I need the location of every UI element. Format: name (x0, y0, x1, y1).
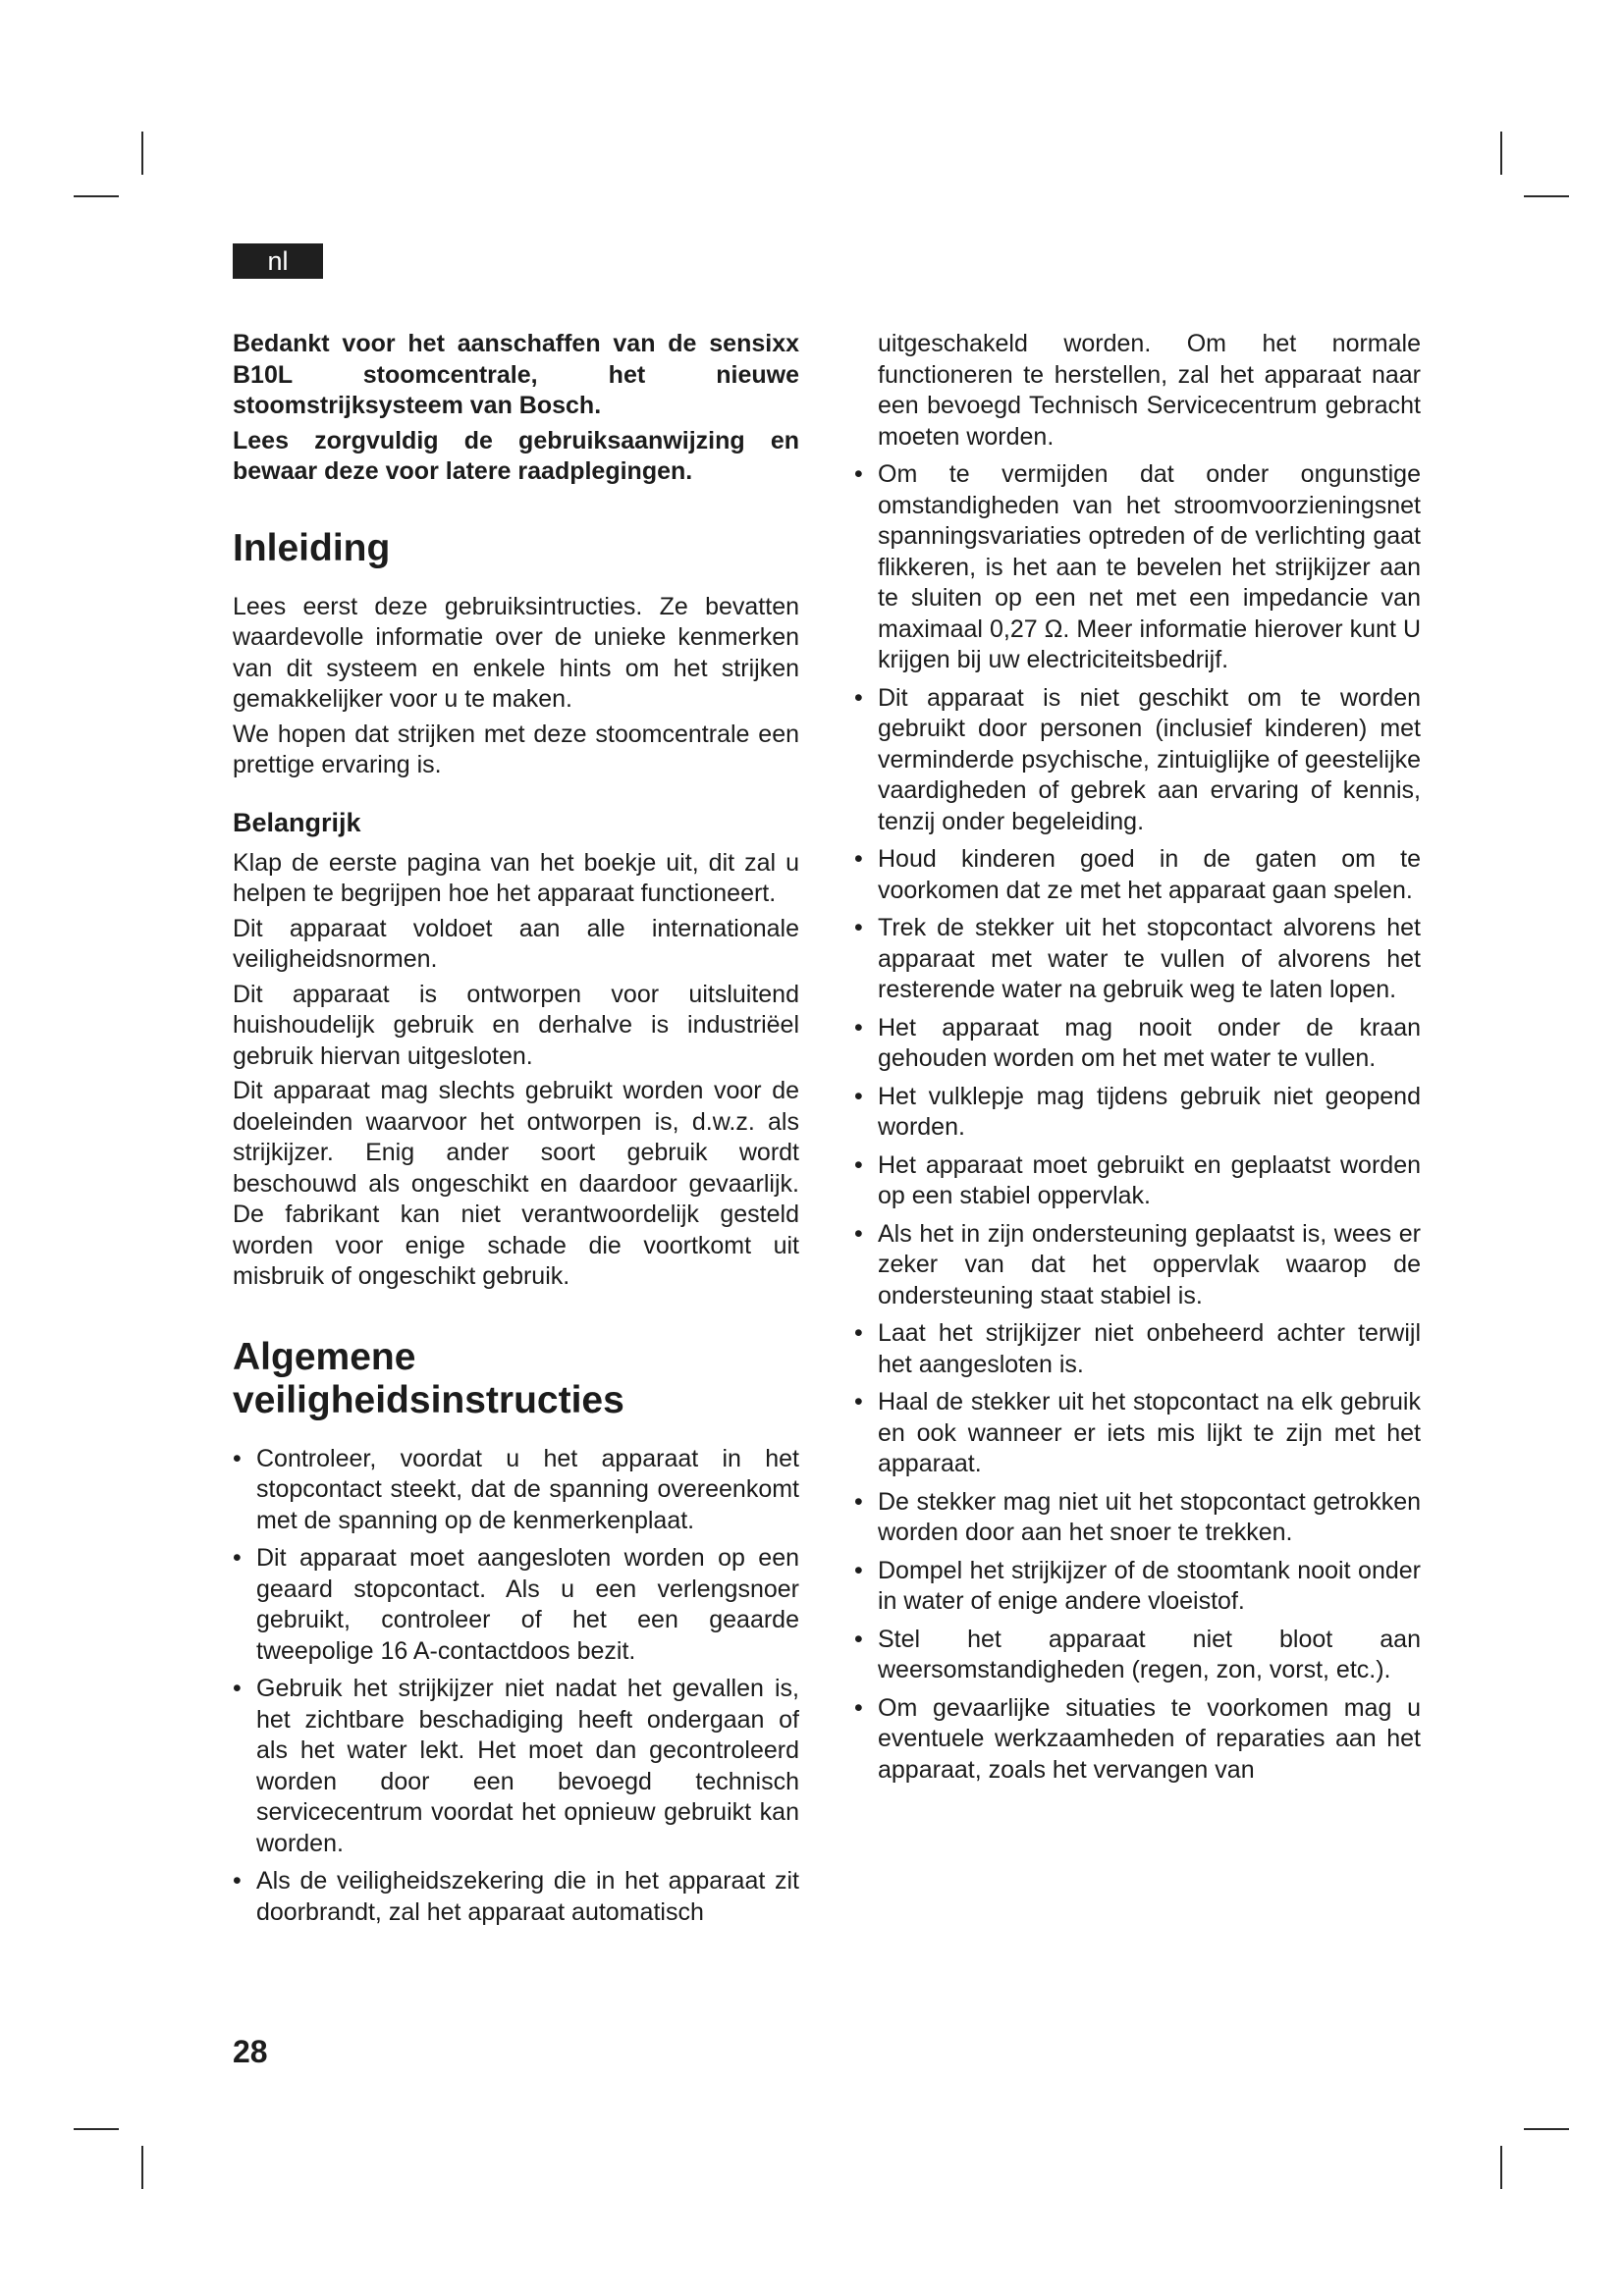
safety-list-left (233, 1444, 799, 1929)
safety-item: • Dompel het strijkijzer of de stoomtank nooit onder in water of enige andere vloeistof. (854, 1556, 1421, 1618)
safety-item: • Dit apparaat is niet geschikt om te worden gebruikt door personen (inclusief kinderen) met verminderde psychische, zintuiglijke of geestelijke vaardigheden of gebrek aan ervaring of kennis, tenzij onder begeleiding. (854, 683, 1421, 838)
section-title-inleiding: Inleiding (233, 526, 391, 569)
left-column (233, 329, 799, 1935)
safety-item: • Controleer, voordat u het apparaat in het stopcontact steekt, dat de spanning overeenkomt met de spanning op de kenmerkenplaat. (233, 1444, 799, 1537)
section-title-line: veiligheidsinstructies (233, 1378, 624, 1421)
safety-item: • Laat het strijkijzer niet onbeheerd achter terwijl het aangesloten is. (854, 1318, 1421, 1380)
safety-item: • Het vulklepje mag tijdens gebruik niet geopend worden. (854, 1082, 1421, 1144)
language-tab: nl (233, 243, 323, 279)
belangrijk-paragraph: Dit apparaat mag slechts gebruikt worden voor de doeleinden waarvoor het ontworpen is, d.w.z. als strijkijzer. Enig ander soort gebruik wordt beschouwd als ongeschikt en daardoor gevaarlijk. De fabrikant kan niet verantwoordelijk gesteld worden voor enige schade die voortkomt uit misbruik of ongeschikt gebruik. (233, 1077, 799, 1290)
safety-item: • Om gevaarlijke situaties te voorkomen mag u eventuele werkzaamheden of reparaties aan het apparaat, zoals het vervangen van (854, 1693, 1421, 1787)
right-column (854, 329, 1421, 1792)
section-title-line: Algemene (233, 1335, 416, 1378)
intro-thanks: Bedankt voor het aanschaffen van de sensixx B10L stoomcentrale, het nieuwe stoomstrijksysteem van Bosch. (233, 330, 799, 419)
belangrijk-paragraph: Klap de eerste pagina van het boekje uit, dit zal u helpen te begrijpen hoe het apparaat functioneert. (233, 848, 799, 907)
safety-item: • Houd kinderen goed in de gaten om te voorkomen dat ze met het apparaat gaan spelen. (854, 844, 1421, 906)
safety-item: • Om te vermijden dat onder ongunstige omstandigheden van het stroomvoorzieningsnet spanningsvariaties optreden of de verlichting gaat flikkeren, is het aan te bevelen het strijkijzer aan te sluiten op een net met een impedancie van maximaal 0,27 Ω. Meer informatie hierover kunt U krijgen bij uw electriciteitsbedrijf. (854, 459, 1421, 676)
intro-read-carefully: Lees zorgvuldig de gebruiksaanwijzing en bewaar deze voor latere raadplegingen. (233, 426, 799, 485)
crop-mark-bottom-left-vertical (141, 2146, 143, 2189)
section-title-veiligheid (233, 1336, 799, 1422)
safety-list-right (854, 459, 1421, 1786)
safety-item: • Als het in zijn ondersteuning geplaatst is, wees er zeker van dat het oppervlak waarop de ondersteuning staat stabiel is. (854, 1219, 1421, 1312)
crop-mark-bottom-left-horizontal (74, 2128, 119, 2130)
inleiding-paragraph: Lees eerst deze gebruiksintructies. Ze bevatten waardevolle informatie over de unieke kenmerken van dit systeem en enkele hints om het strijken gemakkelijker voor u te maken. (233, 592, 799, 713)
inleiding-paragraph: We hopen dat strijken met deze stoomcentrale een prettige ervaring is. (233, 720, 799, 778)
safety-item: • Het apparaat mag nooit onder de kraan gehouden worden om het met water te vullen. (854, 1013, 1421, 1075)
belangrijk-paragraph: Dit apparaat voldoet aan alle internationale veiligheidsnormen. (233, 914, 799, 973)
crop-mark-top-left-horizontal (74, 195, 119, 197)
crop-mark-bottom-right-horizontal (1524, 2128, 1569, 2130)
safety-item: • Gebruik het strijkijzer niet nadat het gevallen is, het zichtbare beschadiging heeft ondergaan of als het water lekt. Het moet dan gecontroleerd worden door een bevoegd technisch servicecentrum voordat het opnieuw gebruikt kan worden. (233, 1674, 799, 1859)
safety-item: • De stekker mag niet uit het stopcontact getrokken worden door aan het snoer te trekken. (854, 1487, 1421, 1549)
safety-item: • Haal de stekker uit het stopcontact na elk gebruik en ook wanneer er iets mis lijkt te zijn met het apparaat. (854, 1387, 1421, 1480)
crop-mark-top-right-horizontal (1524, 195, 1569, 197)
safety-item: • Als de veiligheidszekering die in het apparaat zit doorbrandt, zal het apparaat automatisch (233, 1866, 799, 1928)
safety-item-continuation: uitgeschakeld worden. Om het normale functioneren te herstellen, zal het apparaat naar een bevoegd Technisch Servicecentrum gebracht moeten worden. (878, 330, 1421, 451)
safety-item: • Stel het apparaat niet bloot aan weersomstandigheden (regen, zon, vorst, etc.). (854, 1625, 1421, 1686)
crop-mark-top-left-vertical (141, 132, 143, 175)
safety-item: • Dit apparaat moet aangesloten worden op een geaard stopcontact. Als u een verlengsnoer gebruikt, controleer of het een geaarde tweepolige 16 A-contactdoos bezit. (233, 1543, 799, 1667)
page-number: 28 (233, 2034, 268, 2069)
safety-item: • Trek de stekker uit het stopcontact alvorens het apparaat met water te vullen of alvorens het resterende water na gebruik weg te laten lopen. (854, 913, 1421, 1006)
safety-item: • Het apparaat moet gebruikt en geplaatst worden op een stabiel oppervlak. (854, 1150, 1421, 1212)
subsection-title-belangrijk: Belangrijk (233, 807, 361, 837)
belangrijk-paragraph: Dit apparaat is ontworpen voor uitsluitend huishoudelijk gebruik en derhalve is industriëel gebruik hiervan uitgesloten. (233, 980, 799, 1070)
crop-mark-bottom-right-vertical (1500, 2146, 1502, 2189)
crop-mark-top-right-vertical (1500, 132, 1502, 175)
